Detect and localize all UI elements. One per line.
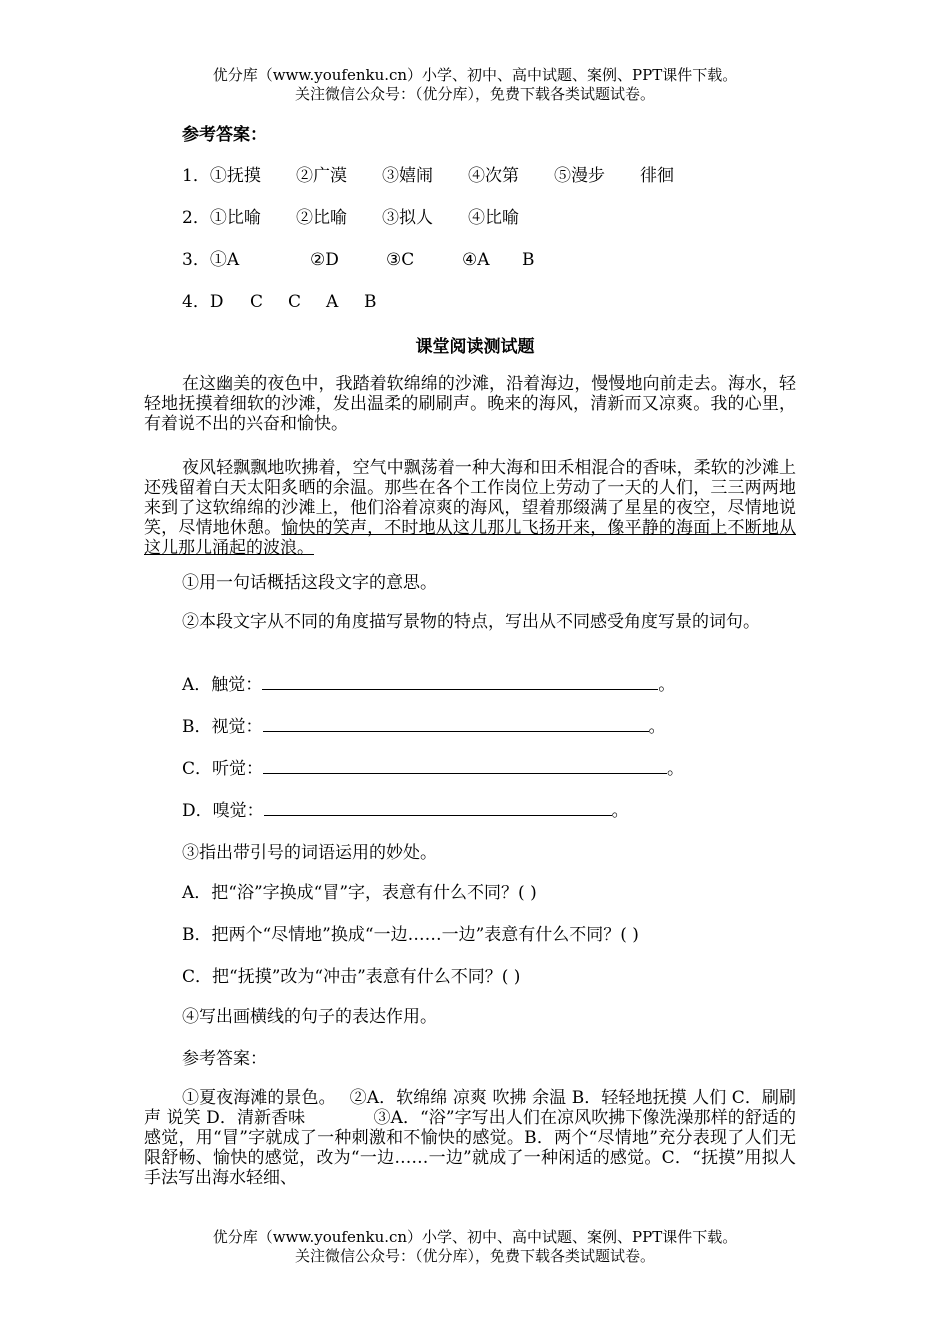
question-3: ③指出带引号的词语运用的妙处。 <box>182 843 437 863</box>
answer-row-4 <box>182 291 377 313</box>
answer-item: 3．①A <box>182 250 240 270</box>
answer-item: ②D <box>310 250 339 270</box>
underlined-sentence: 愉快的笑声，不时地从这儿那儿飞扬开来，像平静的海面上不断地从这儿那儿涌起的波浪。 <box>144 518 796 558</box>
answers-2-body: ①夏夜海滩的景色。 ②A．软绵绵 凉爽 吹拂 余温 B．轻轻地抚摸 人们 C．刷刷声 说笑 D．清新香味 ③A．“浴”字写出人们在凉风吹拂下像洗澡那样的舒适的感觉，用“冒”字就成了一种刺激和不愉快的感觉。B．两个“尽情地”充分表现了人们无限舒畅、愉快的感觉，改为“一边……一边”就成了一种闲适的感觉。C．“抚摸”用拟人手法写出海水轻细、 <box>144 1088 796 1188</box>
passage-text: 夜风轻飘飘地吹拂着，空气中飘荡着一种大海和田禾相混合的香味，柔软的沙滩上还残留着白天太阳炙晒的余温。那些在各个工作岗位上劳动了一天的人们，三三两两地来到了这软绵绵的沙滩上，他们浴着凉爽的海风，望着那缀满了星星的夜空，尽情地说笑，尽情地休憩。 <box>144 458 796 538</box>
passage-paragraph-1: 在这幽美的夜色中，我踏着软绵绵的沙滩，沿着海边，慢慢地向前走去。海水，轻轻地抚摸着细软的沙滩，发出温柔的刷刷声。晚来的海风，清新而又凉爽。我的心里，有着说不出的兴奋和愉快。 <box>144 374 796 434</box>
period: 。 <box>611 801 629 821</box>
answer-item: 2．①比喻 <box>182 208 261 228</box>
period: 。 <box>648 717 666 737</box>
footer-line-1: 优分库（www.youfenku.cn）小学、初中、高中试题、案例、PPT课件下载。 <box>212 1228 738 1246</box>
answer-item: C <box>250 292 264 312</box>
answer-item: C <box>288 292 302 312</box>
question-1: ①用一句话概括这段文字的意思。 <box>182 573 437 593</box>
question-2d-label: D．嗅觉： <box>182 801 264 821</box>
answer-row-1 <box>182 165 674 187</box>
page-header <box>0 66 950 104</box>
header-line-1: 优分库（www.youfenku.cn）小学、初中、高中试题、案例、PPT课件下载。 <box>212 66 738 84</box>
question-2c <box>182 758 684 780</box>
question-3b: B．把两个“尽情地”换成“一边……一边”表意有什么不同？( ) <box>182 925 639 945</box>
question-2b <box>182 716 666 738</box>
page-footer <box>0 1228 950 1266</box>
answer-item: ⑤漫步 <box>554 166 605 186</box>
answer-item: B <box>522 250 535 270</box>
answer-item: A <box>326 292 339 312</box>
question-2a <box>182 674 675 696</box>
question-4: ④写出画横线的句子的表达作用。 <box>182 1007 437 1027</box>
header-line-2: 关注微信公众号：（优分库），免费下载各类试题试卷。 <box>294 85 655 103</box>
answer-blank[interactable] <box>263 759 667 774</box>
answer-item: ④比喻 <box>468 208 519 228</box>
question-2c-label: C．听觉： <box>182 759 264 779</box>
period: 。 <box>667 759 685 779</box>
question-3c: C．把“抚摸”改为“冲击”表意有什么不同？( ) <box>182 967 521 987</box>
answer-item: 4．D <box>182 292 224 312</box>
answer-blank[interactable] <box>263 717 649 732</box>
answer-item: ③拟人 <box>382 208 433 228</box>
answer-item: 徘徊 <box>640 166 674 186</box>
question-2: ②本段文字从不同的角度描写景物的特点，写出从不同感受角度写景的词句。 <box>182 612 760 632</box>
answer-row-2 <box>182 207 519 229</box>
footer-line-2: 关注微信公众号：（优分库），免费下载各类试题试卷。 <box>294 1247 655 1265</box>
answer-item: ④A <box>462 250 490 270</box>
answer-blank[interactable] <box>262 675 658 690</box>
answers-title: 参考答案： <box>182 125 267 145</box>
answer-item: ②广漠 <box>296 166 347 186</box>
answer-item: ③C <box>386 250 415 270</box>
answer-item: ③嬉闹 <box>382 166 433 186</box>
answer-item: 1．①抚摸 <box>182 166 261 186</box>
question-2a-label: A．触觉： <box>182 675 263 695</box>
question-2b-label: B．视觉： <box>182 717 263 737</box>
question-3a: A．把“浴”字换成“冒”字，表意有什么不同？( ) <box>182 883 537 903</box>
answers-2-title: 参考答案： <box>182 1049 267 1069</box>
section-title: 课堂阅读测试题 <box>415 337 535 357</box>
answer-item: ②比喻 <box>296 208 347 228</box>
question-2d <box>182 800 629 822</box>
period: 。 <box>658 675 676 695</box>
answer-item: B <box>364 292 377 312</box>
answer-row-3 <box>182 249 535 271</box>
answer-item: ④次第 <box>468 166 519 186</box>
answer-blank[interactable] <box>264 801 612 816</box>
passage-paragraph-2 <box>144 458 796 558</box>
